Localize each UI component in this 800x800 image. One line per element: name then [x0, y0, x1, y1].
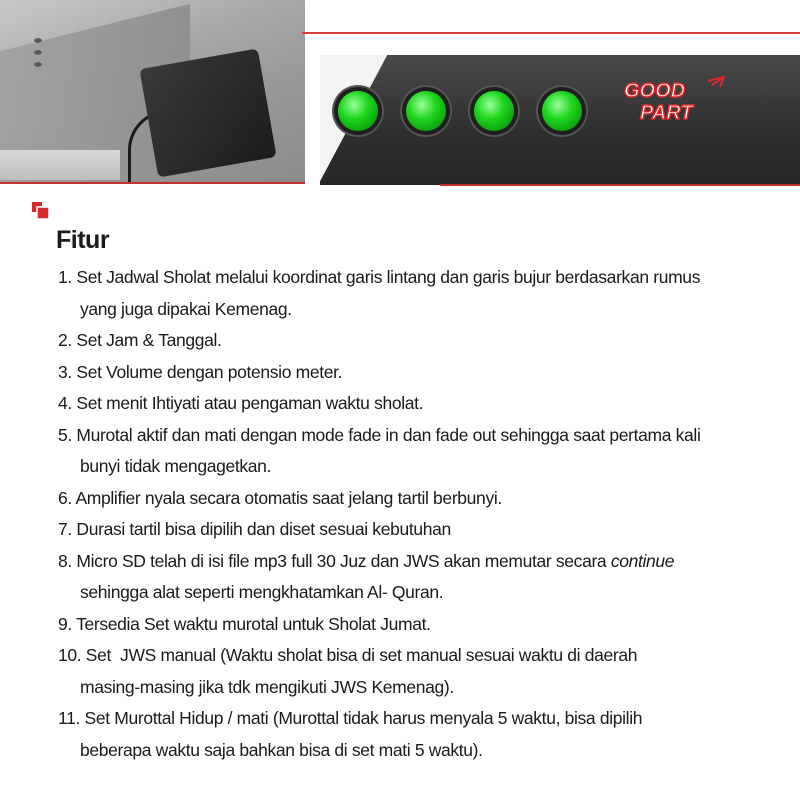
accent-line-right	[440, 184, 800, 186]
item-text: Amplifier nyala secara otomatis saat jelang tartil berbunyi.	[75, 487, 502, 508]
goodpart-logo	[620, 75, 730, 125]
indicator-led	[34, 38, 42, 43]
green-button-3	[474, 91, 514, 131]
item-number: 7.	[58, 519, 72, 539]
list-item	[58, 388, 778, 420]
item-number: 1.	[58, 267, 72, 287]
item-text-continued: masing-masing jika tdk mengikuti JWS Kemenag).	[80, 676, 454, 697]
product-photo-side	[0, 0, 305, 182]
item-number: 9.	[58, 613, 72, 634]
item-number: 6.	[58, 487, 72, 508]
list-item	[58, 262, 778, 325]
logo-arrow-icon	[708, 77, 724, 87]
power-adapter	[139, 48, 276, 177]
list-item	[58, 640, 778, 703]
item-number: 11.	[58, 708, 80, 728]
green-button-1	[338, 91, 378, 131]
item-text-continued: yang juga dipakai Kemenag.	[80, 298, 292, 319]
item-number: 2.	[58, 330, 72, 350]
list-item	[58, 483, 778, 515]
list-item	[58, 546, 778, 609]
list-item	[58, 514, 778, 546]
item-number: 3.	[58, 361, 72, 382]
section-heading: Fitur	[56, 226, 110, 254]
item-text: Set JWS manual (Waktu sholat bisa di set manual sesuai waktu di daerah	[85, 645, 638, 665]
squares-bullet-icon	[32, 202, 52, 222]
item-text: Set Jadwal Sholat melalui koordinat garis lintang dan garis bujur berdasarkan rumus	[76, 267, 701, 287]
item-text-continued: bunyi tidak mengagetkan.	[80, 456, 272, 476]
accent-line-left	[0, 182, 305, 184]
item-number: 4.	[58, 393, 72, 413]
indicator-led	[34, 62, 42, 67]
feature-list	[58, 262, 778, 766]
indicator-led	[34, 50, 42, 55]
item-number: 5.	[58, 424, 72, 445]
item-text: Tersedia Set waktu murotal untuk Sholat Jumat.	[76, 613, 431, 634]
green-button-2	[406, 91, 446, 131]
item-italic-word: continue	[610, 550, 675, 571]
logo-text-line1: GOOD	[624, 80, 686, 102]
item-number: 8.	[58, 550, 72, 571]
item-text-continued: sehingga alat seperti mengkhatamkan Al- Quran.	[80, 582, 444, 602]
item-number: 10.	[58, 645, 82, 665]
list-item	[58, 703, 778, 766]
item-text: Murotal aktif dan mati dengan mode fade in dan fade out sehingga saat pertama kali	[76, 424, 701, 445]
device-edge	[0, 150, 120, 180]
green-button-4	[542, 91, 582, 131]
logo-text-line2: PART	[640, 102, 693, 124]
item-text: Micro SD telah di isi file mp3 full 30 Juz dan JWS akan memutar secara	[76, 550, 607, 571]
list-item	[58, 609, 778, 641]
list-item	[58, 357, 778, 389]
item-text: Durasi tartil bisa dipilih dan diset sesuai kebutuhan	[76, 519, 451, 539]
item-text: Set Volume dengan potensio meter.	[76, 361, 343, 382]
list-item	[58, 325, 778, 357]
item-text-continued: beberapa waktu saja bahkan bisa di set mati 5 waktu).	[80, 739, 483, 760]
product-photo-buttons	[320, 55, 800, 185]
accent-line-top	[302, 32, 800, 34]
item-text: Set Murottal Hidup / mati (Murottal tidak harus menyala 5 waktu, bisa dipilih	[84, 708, 643, 728]
list-item	[58, 420, 778, 483]
item-text: Set Jam & Tanggal.	[76, 330, 222, 350]
item-text: Set menit Ihtiyati atau pengaman waktu sholat.	[76, 393, 424, 413]
